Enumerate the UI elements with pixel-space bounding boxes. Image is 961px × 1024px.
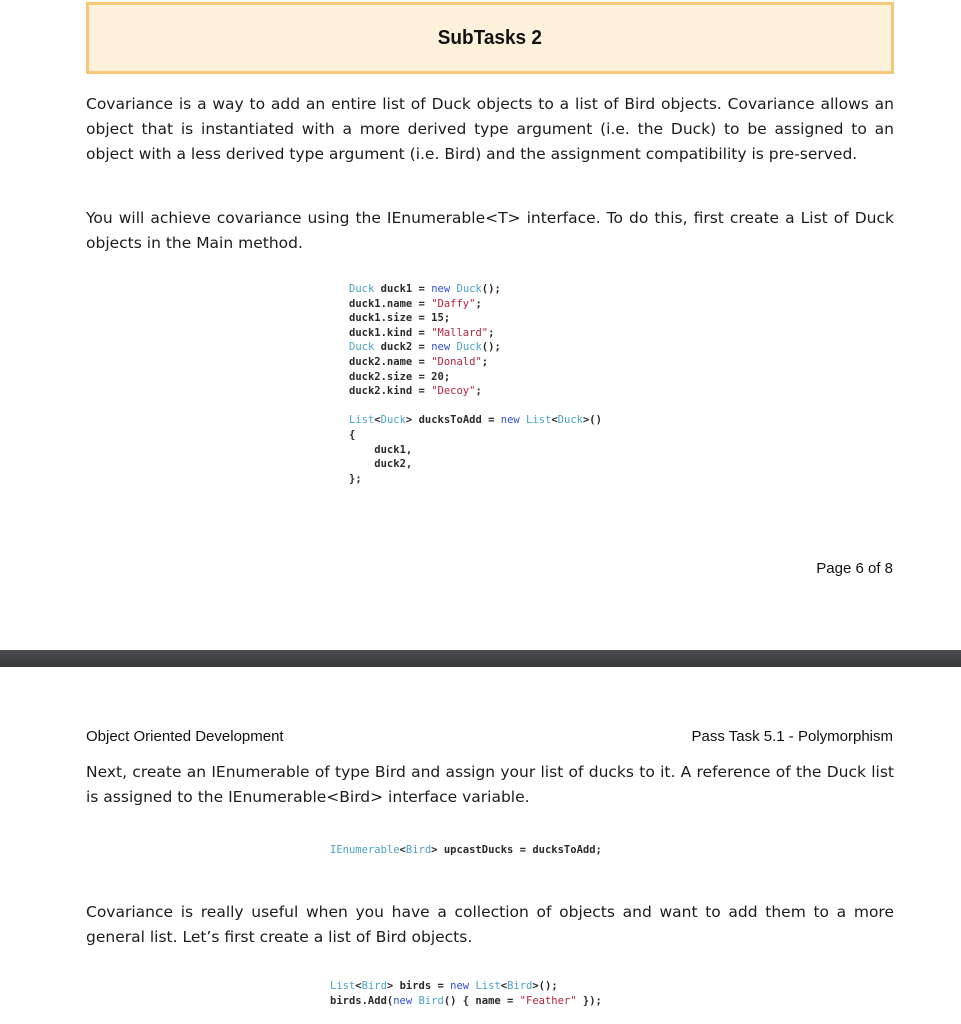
bird-list-paragraph: Covariance is really useful when you have a collection of objects and want to add them to a more general list. Let’s first create a list of Bird objects. xyxy=(86,903,894,946)
code-line: birds.Add(new Bird() { name = "Feather" }); xyxy=(330,994,602,1007)
code-line: }; xyxy=(349,472,362,485)
course-header: Object Oriented Development xyxy=(86,728,284,745)
duck-list-code-snippet xyxy=(349,282,602,486)
upcast-code-snippet xyxy=(330,843,602,858)
subtask-title: SubTasks 2 xyxy=(437,26,543,49)
code-line: duck2.size = 20; xyxy=(349,370,451,383)
code-line: duck1.size = 15; xyxy=(349,312,451,325)
code-line: duck1.kind = "Mallard"; xyxy=(349,326,495,339)
ienumerable-paragraph: You will achieve covariance using the IEnumerable<T> interface. To do this, first create a List of Duck objects in the Main method. xyxy=(86,209,894,252)
code-line: duck1.name = "Daffy"; xyxy=(349,297,482,310)
code-line: duck2.name = "Donald"; xyxy=(349,355,489,368)
bird-list-code-snippet xyxy=(330,979,602,1008)
code-line: List<Bird> birds = new List<Bird>(); xyxy=(330,980,558,992)
subtask-heading-box xyxy=(86,2,894,74)
code-line: duck2, xyxy=(349,458,413,471)
code-line: duck2.kind = "Decoy"; xyxy=(349,385,482,398)
code-line: Duck duck2 = new Duck(); xyxy=(349,341,501,354)
code-line: Duck duck1 = new Duck(); xyxy=(349,283,501,295)
code-line: List<Duck> ducksToAdd = new List<Duck>() xyxy=(349,414,602,427)
code-line: IEnumerable<Bird> upcastDucks = ducksToAdd; xyxy=(330,844,602,856)
page-divider xyxy=(0,650,961,667)
code-line: duck1, xyxy=(349,443,413,456)
upcast-paragraph: Next, create an IEnumerable of type Bird and assign your list of ducks to it. A reference of the Duck list is assigned to the IEnumerable<Bird> interface variable. xyxy=(86,763,894,806)
task-header: Pass Task 5.1 - Polymorphism xyxy=(691,728,893,745)
page-number: Page 6 of 8 xyxy=(816,560,893,577)
covariance-intro-paragraph: Covariance is a way to add an entire list of Duck objects to a list of Bird objects. Covariance allows an object that is instantiated with a more derived type argument (i.e. the Duck) to be assigned to an object with a less derived type argument (i.e. Bird) and the assignment compatibility is pre-served. xyxy=(86,95,894,163)
code-line: { xyxy=(349,428,356,441)
